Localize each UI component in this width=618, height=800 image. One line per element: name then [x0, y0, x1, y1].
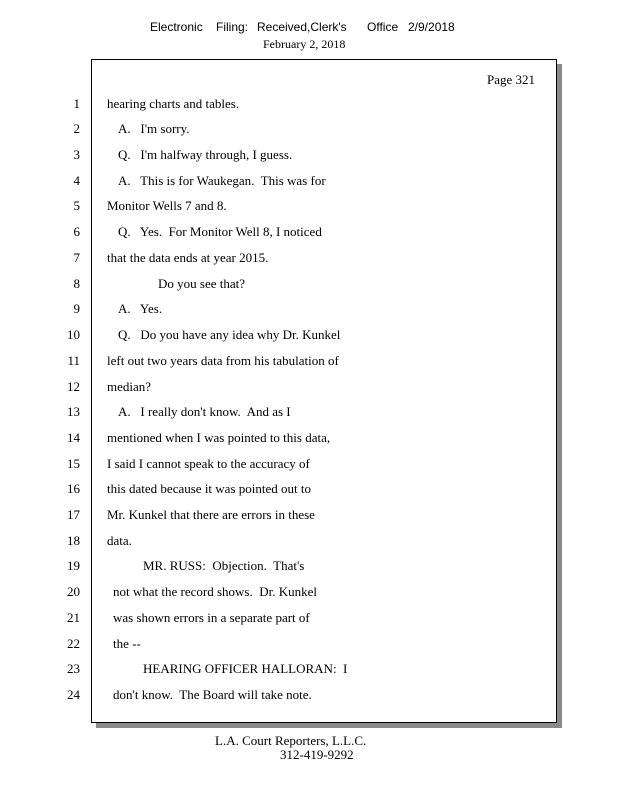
line-number: 24	[67, 687, 80, 702]
line-number: 11	[67, 353, 80, 368]
line-number: 17	[67, 507, 80, 522]
line-number: 12	[67, 379, 80, 394]
line-number: 8	[73, 276, 80, 291]
transcript-line	[0, 558, 618, 576]
transcript-line	[0, 456, 618, 474]
line-number: 7	[73, 250, 80, 265]
line-number: 5	[73, 198, 80, 213]
transcript-line	[0, 610, 618, 628]
line-text: left out two years data from his tabulation of	[107, 353, 339, 368]
line-text: A. Yes.	[118, 301, 163, 316]
transcript-line	[0, 507, 618, 525]
line-text: A. I really don't know. And as I	[118, 404, 291, 419]
line-text: median?	[107, 379, 152, 394]
page-number: Page 321	[487, 72, 536, 87]
reporter-company: L.A. Court Reporters, L.L.C.	[215, 733, 367, 748]
transcript-line	[0, 121, 618, 139]
line-number: 21	[67, 610, 80, 625]
transcript-line	[0, 533, 618, 551]
line-number: 18	[67, 533, 80, 548]
filing-stamp-word: 2/9/2018	[408, 20, 455, 34]
transcript-line	[0, 430, 618, 448]
line-text: MR. RUSS: Objection. That's	[143, 558, 305, 573]
line-text: Q. I'm halfway through, I guess.	[118, 147, 293, 162]
line-text: Do you see that?	[158, 276, 246, 291]
transcript-line	[0, 276, 618, 294]
transcript-line	[0, 687, 618, 705]
transcript-line	[0, 661, 618, 679]
line-number: 22	[67, 636, 80, 651]
filing-stamp	[0, 20, 618, 36]
line-number: 19	[67, 558, 80, 573]
line-text: Mr. Kunkel that there are errors in these	[107, 507, 315, 522]
line-text: this dated because it was pointed out to	[107, 481, 311, 496]
transcript-line	[0, 353, 618, 371]
filing-stamp-word: Received,Clerk's	[257, 20, 347, 34]
line-text: HEARING OFFICER HALLORAN: I	[143, 661, 348, 676]
line-text: not what the record shows. Dr. Kunkel	[113, 584, 317, 599]
line-number: 6	[73, 224, 80, 239]
line-number: 1	[73, 96, 80, 111]
line-text: Q. Yes. For Monitor Well 8, I noticed	[118, 224, 322, 239]
line-number: 23	[67, 661, 80, 676]
transcript-line	[0, 173, 618, 191]
filing-stamp-word: Filing:	[216, 20, 249, 34]
transcript-line	[0, 301, 618, 319]
transcript-line	[0, 147, 618, 165]
transcript-line	[0, 250, 618, 268]
line-text: I said I cannot speak to the accuracy of	[107, 456, 310, 471]
line-text: mentioned when I was pointed to this data,	[107, 430, 331, 445]
line-number: 4	[73, 173, 80, 188]
line-text: hearing charts and tables.	[107, 96, 240, 111]
line-number: 3	[73, 147, 80, 162]
line-text: data.	[107, 533, 132, 548]
line-number: 14	[67, 430, 80, 445]
line-text: A. This is for Waukegan. This was for	[118, 173, 326, 188]
line-text: Q. Do you have any idea why Dr. Kunkel	[118, 327, 341, 342]
filing-stamp-word: Electronic	[150, 20, 203, 34]
transcript-line	[0, 96, 618, 114]
filing-stamp-word: Office	[367, 20, 399, 34]
line-text: Monitor Wells 7 and 8.	[107, 198, 227, 213]
line-number: 10	[67, 327, 80, 342]
line-number: 2	[73, 121, 80, 136]
line-number: 20	[67, 584, 80, 599]
transcript-line	[0, 636, 618, 654]
line-number: 9	[73, 301, 80, 316]
transcript-line	[0, 198, 618, 216]
line-number: 15	[67, 456, 80, 471]
transcript-line	[0, 224, 618, 242]
transcript-line	[0, 481, 618, 499]
reporter-phone: 312-419-9292	[280, 747, 354, 762]
line-text: A. I'm sorry.	[118, 121, 190, 136]
transcript-line	[0, 379, 618, 397]
line-text: was shown errors in a separate part of	[113, 610, 310, 625]
line-text: that the data ends at year 2015.	[107, 250, 269, 265]
line-text: the --	[113, 636, 141, 651]
transcript-line	[0, 584, 618, 602]
transcript-date: February 2, 2018	[263, 37, 346, 51]
line-text: don't know. The Board will take note.	[113, 687, 312, 702]
transcript-line	[0, 327, 618, 345]
line-number: 16	[67, 481, 80, 496]
transcript-line	[0, 404, 618, 422]
line-number: 13	[67, 404, 80, 419]
